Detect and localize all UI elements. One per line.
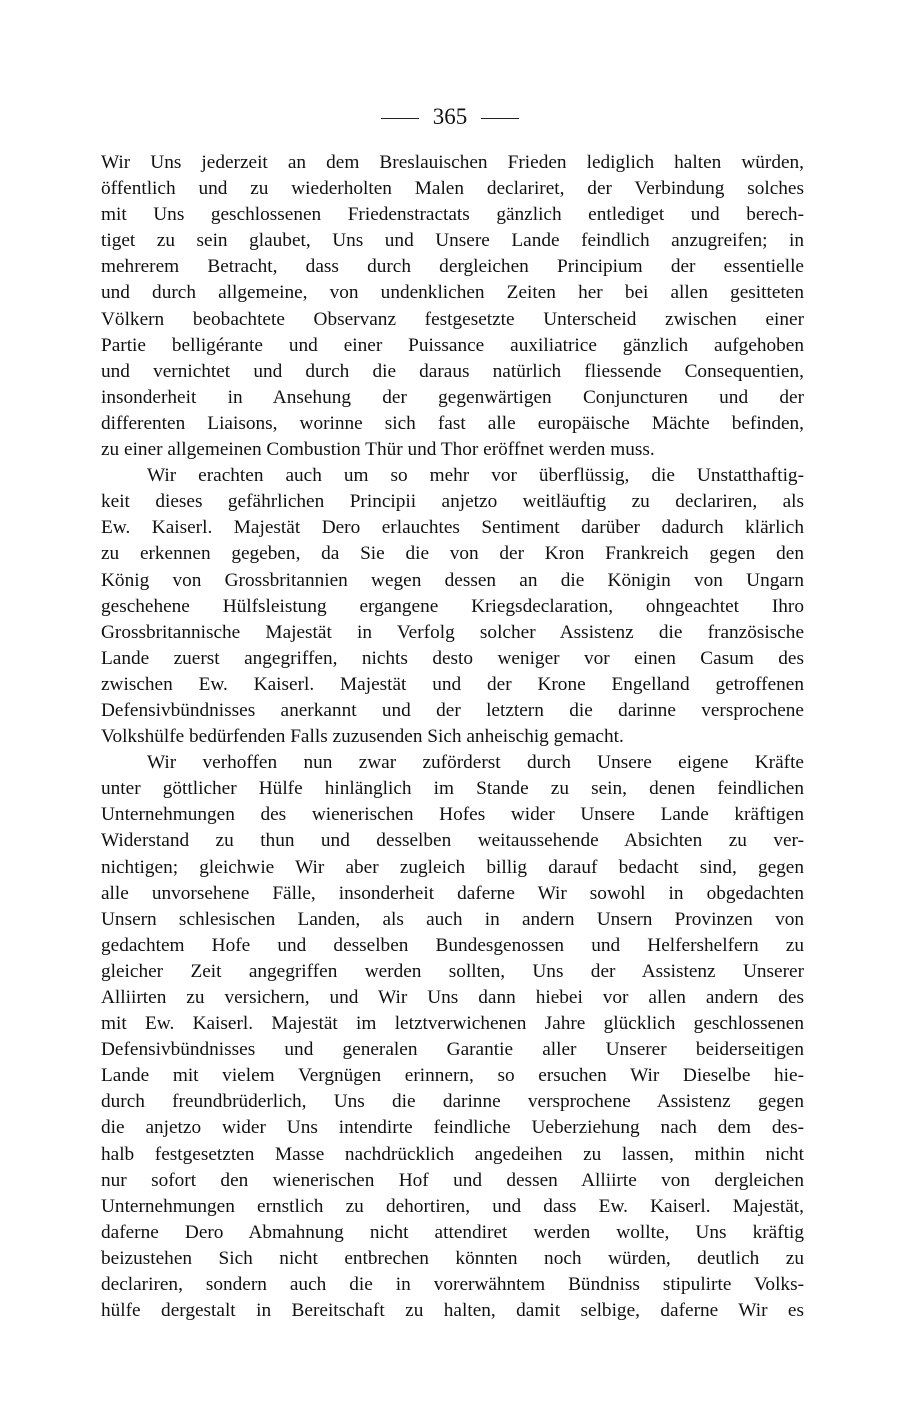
text-line: Unsern schlesischen Landen, als auch in andern Unsern Provinzen von [101,908,804,930]
text-line: Unternehmungen ernstlich zu dehortiren, und dass Ew. Kaiserl. Majestät, [101,1195,804,1217]
paragraph [101,150,804,463]
text-line: Defensivbündnisses anerkannt und der letztern die darinne versprochene [101,699,804,721]
body-text [101,150,804,1324]
text-line: Völkern beobachtete Observanz festgesetzte Unterscheid zwischen einer [101,308,804,330]
page-header [0,102,900,132]
text-line: mit Ew. Kaiserl. Majestät im letztverwichenen Jahre glücklich geschlossenen [101,1013,804,1035]
text-line: Volkshülfe bedürfenden Falls zuzusenden Sich anheischig gemacht. [101,726,624,748]
text-line: gedachtem Hofe und desselben Bundesgenossen und Helfershelfern zu [101,934,804,956]
text-line: und durch allgemeine, von undenklichen Zeiten her bei allen gesitteten [101,282,804,304]
text-line: Lande zuerst angegriffen, nichts desto weniger vor einen Casum des [101,647,804,669]
text-line: Wir verhoffen nun zwar zuförderst durch Unsere eigene Kräfte [147,752,804,774]
text-line: und vernichtet und durch die daraus natürlich fliessende Consequentien, [101,360,804,382]
text-line: Unternehmungen des wienerischen Hofes wider Unsere Lande kräftigen [101,804,804,826]
text-line: gleicher Zeit angegriffen werden sollten, Uns der Assistenz Unserer [101,960,804,982]
text-line: Grossbritannische Majestät in Verfolg solcher Assistenz die französische [101,621,804,643]
paragraph [101,463,804,750]
text-line: die anjetzo wider Uns intendirte feindliche Ueberziehung nach dem des- [101,1117,804,1139]
text-line: declariren, sondern auch die in vorerwähntem Bündniss stipulirte Volks- [101,1274,804,1296]
text-line: keit dieses gefährlichen Principii anjetzo weitläuftig zu declariren, als [101,491,804,513]
text-line: geschehene Hülfsleistung ergangene Kriegsdeclaration, ohngeachtet Ihro [101,595,804,617]
page-number: 365 [432,104,468,129]
text-line: mit Uns geschlossenen Friedenstractats gänzlich entlediget und berech- [101,204,804,226]
text-line: hülfe dergestalt in Bereitschaft zu halten, damit selbige, daferne Wir es [101,1300,804,1322]
right-dash-rule [481,118,519,119]
text-line: alle unvorsehene Fälle, insonderheit daferne Wir sowohl in obgedachten [101,882,804,904]
text-line: nichtigen; gleichwie Wir aber zugleich billig darauf bedacht sind, gegen [101,856,804,878]
text-line: differenten Liaisons, worinne sich fast alle europäische Mächte befinden, [101,412,804,434]
paragraph [101,750,804,1324]
text-line: Widerstand zu thun und desselben weitaussehende Absichten zu ver- [101,830,804,852]
text-line: Alliirten zu versichern, und Wir Uns dann hiebei vor allen andern des [101,987,804,1008]
text-line: insonderheit in Ansehung der gegenwärtigen Conjuncturen und der [101,386,804,408]
text-line: öffentlich und zu wiederholten Malen declariret, der Verbindung solches [101,178,804,200]
text-line: tiget zu sein glaubet, Uns und Unsere Lande feindlich anzugreifen; in [101,230,804,252]
text-line: unter göttlicher Hülfe hinlänglich im Stande zu sein, denen feindlichen [101,778,804,800]
text-line: zu erkennen gegeben, da Sie die von der Kron Frankreich gegen den [101,543,804,565]
left-dash-rule [381,118,419,119]
text-line: Defensivbündnisses und generalen Garantie aller Unserer beiderseitigen [101,1039,804,1061]
text-line: durch freundbrüderlich, Uns die darinne versprochene Assistenz gegen [101,1091,804,1113]
text-line: beizustehen Sich nicht entbrechen könnten noch würden, deutlich zu [101,1247,804,1269]
text-line: Partie belligérante und einer Puissance auxiliatrice gänzlich aufgehoben [101,334,804,356]
text-line: daferne Dero Abmahnung nicht attendiret werden wollte, Uns kräftig [101,1221,804,1243]
text-line: Lande mit vielem Vergnügen erinnern, so ersuchen Wir Dieselbe hie- [101,1065,804,1087]
text-line: König von Grossbritannien wegen dessen an die Königin von Ungarn [101,569,804,591]
text-line: nur sofort den wienerischen Hof und dessen Alliirte von dergleichen [101,1169,804,1191]
text-line: Ew. Kaiserl. Majestät Dero erlauchtes Sentiment darüber dadurch klärlich [101,517,804,539]
text-line: zu einer allgemeinen Combustion Thür und Thor eröffnet werden muss. [101,439,655,461]
text-line: halb festgesetzten Masse nachdrücklich angedeihen zu lassen, mithin nicht [101,1143,804,1165]
text-line: zwischen Ew. Kaiserl. Majestät und der Krone Engelland getroffenen [101,673,804,695]
text-line: Wir erachten auch um so mehr vor überflüssig, die Unstatthaftig- [147,465,804,487]
text-line: Wir Uns jederzeit an dem Breslauischen Frieden lediglich halten würden, [101,152,804,173]
text-line: mehrerem Betracht, dass durch dergleichen Principium der essentielle [101,256,804,278]
